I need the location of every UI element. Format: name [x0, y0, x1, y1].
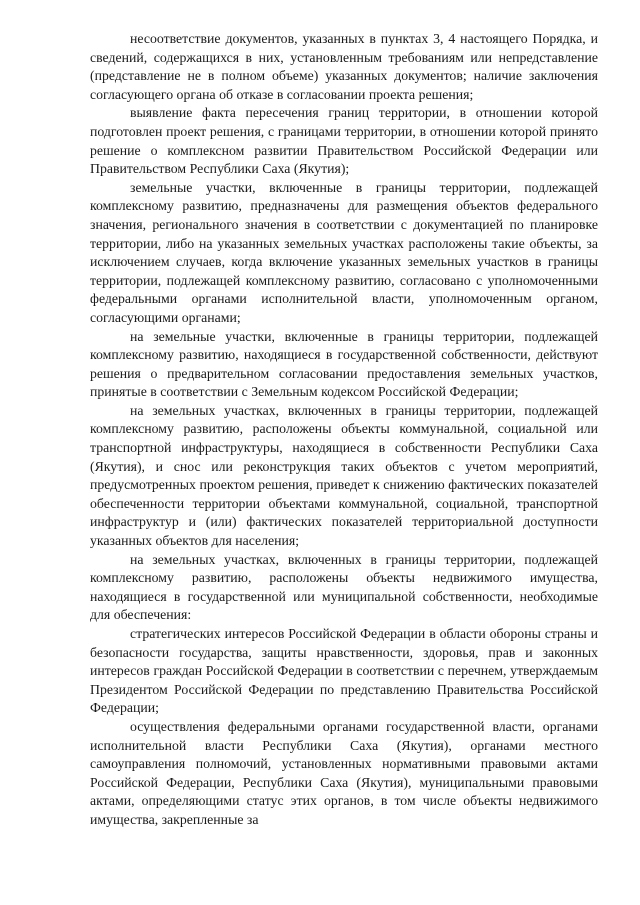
paragraph: несоответствие документов, указанных в пунктах 3, 4 настоящего Порядка, и сведений, содержащихся в них, установленным требованиям или непредставление (представление не в полном объеме) указанных документов; наличие заключения согласующего органа об отказе в согласовании проекта решения;	[90, 31, 598, 102]
paragraph: земельные участки, включенные в границы территории, подлежащей комплексному развитию, предназначены для размещения объектов федерального значения, регионального значения в соответствии с документацией по планировке территории, либо на указанных земельных участках расположены такие объекты, за исключением случаев, когда включение указанных земельных участков в границы территории, подлежащей комплексному развитию, согласовано с уполномоченными федеральными органами исполнительной власти, уполномоченным органом, согласующими органами;	[90, 179, 598, 325]
paragraph: стратегических интересов Российской Федерации в области обороны страны и безопасности государства, защиты нравственности, здоровья, прав и законных интересов граждан Российской Федерации в соответствии с перечнем, утверждаемым Президентом Российской Федерации по представлению Правительства Российской Федерации;	[90, 626, 598, 716]
paragraph: осуществления федеральными органами государственной власти, органами исполнительной власти Республики Саха (Якутия), органами местного самоуправления полномочий, установленных нормативными правовыми актами Российской Федерации, Республики Саха (Якутия), муниципальными правовыми актами, определяющими статус этих органов, в том числе объекты недвижимого имущества, закрепленные за	[90, 718, 598, 827]
paragraph: на земельных участках, включенных в границы территории, подлежащей комплексному развитию, расположены объекты коммунальной, социальной или транспортной инфраструктуры, находящиеся в собственности Республики Саха (Якутия), и снос или реконструкция таких объектов с учетом мероприятий, предусмотренных проектом решения, приведет к снижению фактических показателей обеспеченности территории объектами коммунальной, социальной, транспортной инфраструктур и (или) фактических показателей территориальной доступности указанных объектов для населения;	[90, 402, 598, 549]
document-body	[90, 30, 598, 830]
paragraph: на земельных участках, включенных в границы территории, подлежащей комплексному развитию, расположены объекты недвижимого имущества, находящиеся в государственной или муниципальной собственности, необходимые для обеспечения:	[90, 551, 598, 623]
paragraph: выявление факта пересечения границ территории, в отношении которой подготовлен проект решения, с границами территории, в отношении которой принято решение о комплексном развитии Правительством Российской Федерации или Правительством Республики Саха (Якутия);	[90, 105, 598, 177]
paragraph: на земельные участки, включенные в границы территории, подлежащей комплексному развитию, находящиеся в государственной собственности, действуют решения о предварительном согласовании предоставления земельных участков, принятые в соответствии с Земельным кодексом Российской Федерации;	[90, 328, 598, 400]
